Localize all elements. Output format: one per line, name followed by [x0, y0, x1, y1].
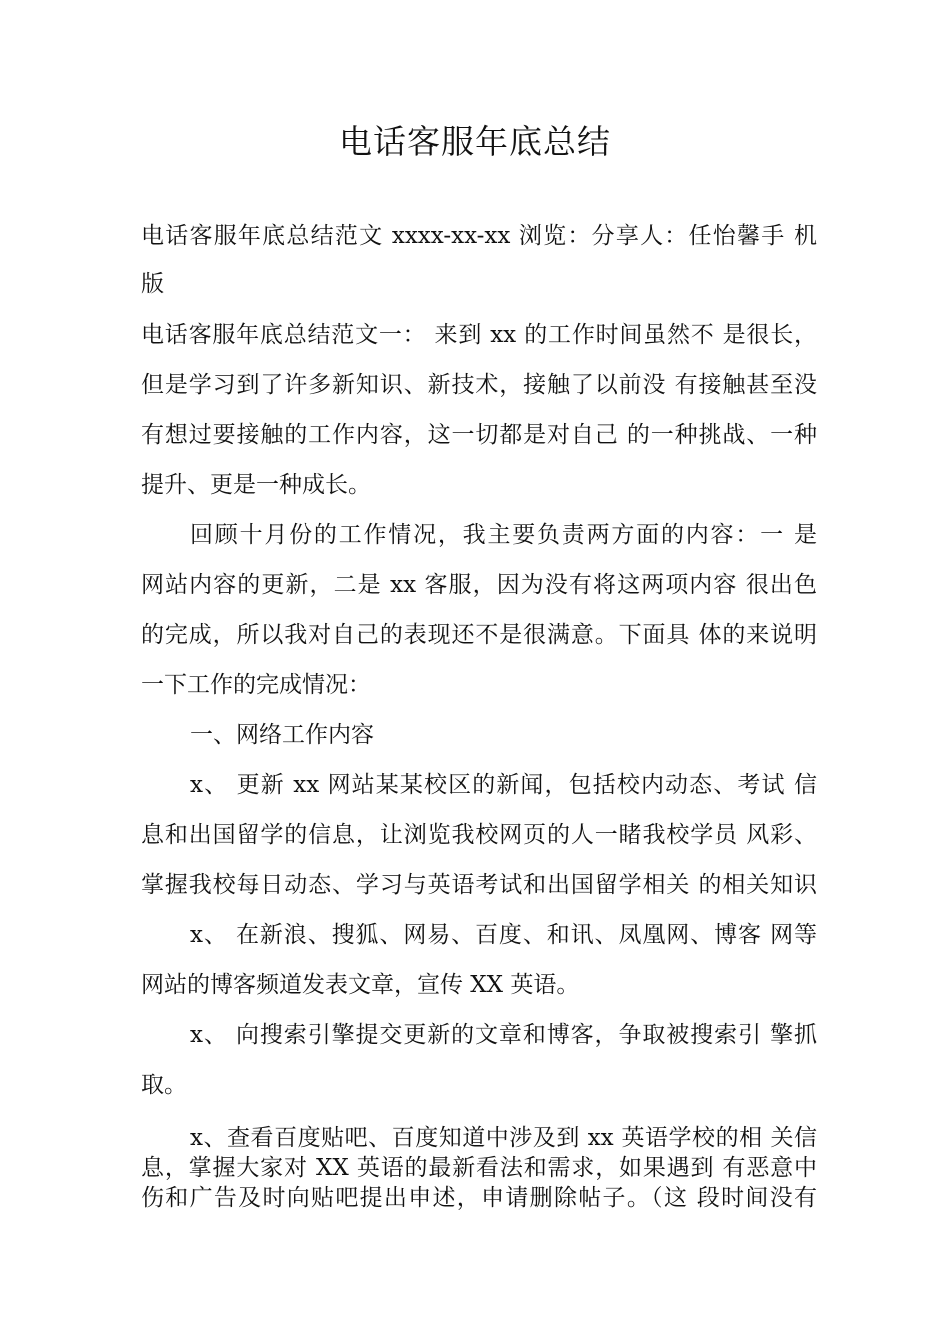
paragraph-line: 网站内容的更新，二是 xx 客服，因为没有将这两项内容 很出色 [141, 572, 817, 598]
paragraph-line: x、查看百度贴吧、百度知道中涉及到 xx 英语学校的相 关信 [190, 1125, 817, 1151]
paragraph-line: x、 更新 xx 网站某某校区的新闻，包括校内动态、考试 信 [190, 772, 817, 798]
paragraph-line: 的完成，所以我对自己的表现还不是很满意。下面具 体的来说明 [141, 622, 817, 648]
paragraph-line: x、 在新浪、搜狐、网易、百度、和讯、凤凰网、博客 网等 [190, 922, 817, 948]
paragraph-line: 提升、更是一种成长。 [141, 472, 371, 498]
paragraph-line: 掌握我校每日动态、学习与英语考试和出国留学相关 的相关知识 [141, 872, 817, 898]
paragraph-line: 网站的博客频道发表文章，宣传 XX 英语。 [141, 972, 580, 998]
paragraph-line: 回顾十月份的工作情况，我主要负责两方面的内容：一 是 [190, 522, 817, 548]
paragraph-line: x、 向搜索引擎提交更新的文章和博客，争取被搜索引 擎抓 [190, 1022, 817, 1048]
paragraph-line: 但是学习到了许多新知识、新技术，接触了以前没 有接触甚至没 [141, 372, 817, 398]
paragraph-line: 息，掌握大家对 XX 英语的最新看法和需求，如果遇到 有恶意中 [141, 1155, 817, 1181]
paragraph-line: 一下工作的完成情况： [141, 672, 371, 698]
document-title: 电话客服年底总结 [339, 122, 611, 161]
paragraph-line: 有想过要接触的工作内容，这一切都是对自己 的一种挑战、一种 [141, 422, 817, 448]
paragraph-line: 伤和广告及时向贴吧提出申述，申请删除帖子。（这 段时间没有 [141, 1185, 817, 1211]
paragraph-line: 息和出国留学的信息，让浏览我校网页的人一睹我校学员 风彩、 [141, 822, 817, 848]
paragraph-line: 版 [141, 271, 164, 297]
paragraph-line: 电话客服年底总结范文 xxxx-xx-xx 浏览：分享人：任怡馨手 机 [141, 223, 817, 249]
paragraph-line: 电话客服年底总结范文一： 来到 xx 的工作时间虽然不 是很长， [141, 322, 817, 348]
paragraph-line: 取。 [141, 1072, 187, 1098]
section-heading: 一、网络工作内容 [190, 722, 374, 748]
